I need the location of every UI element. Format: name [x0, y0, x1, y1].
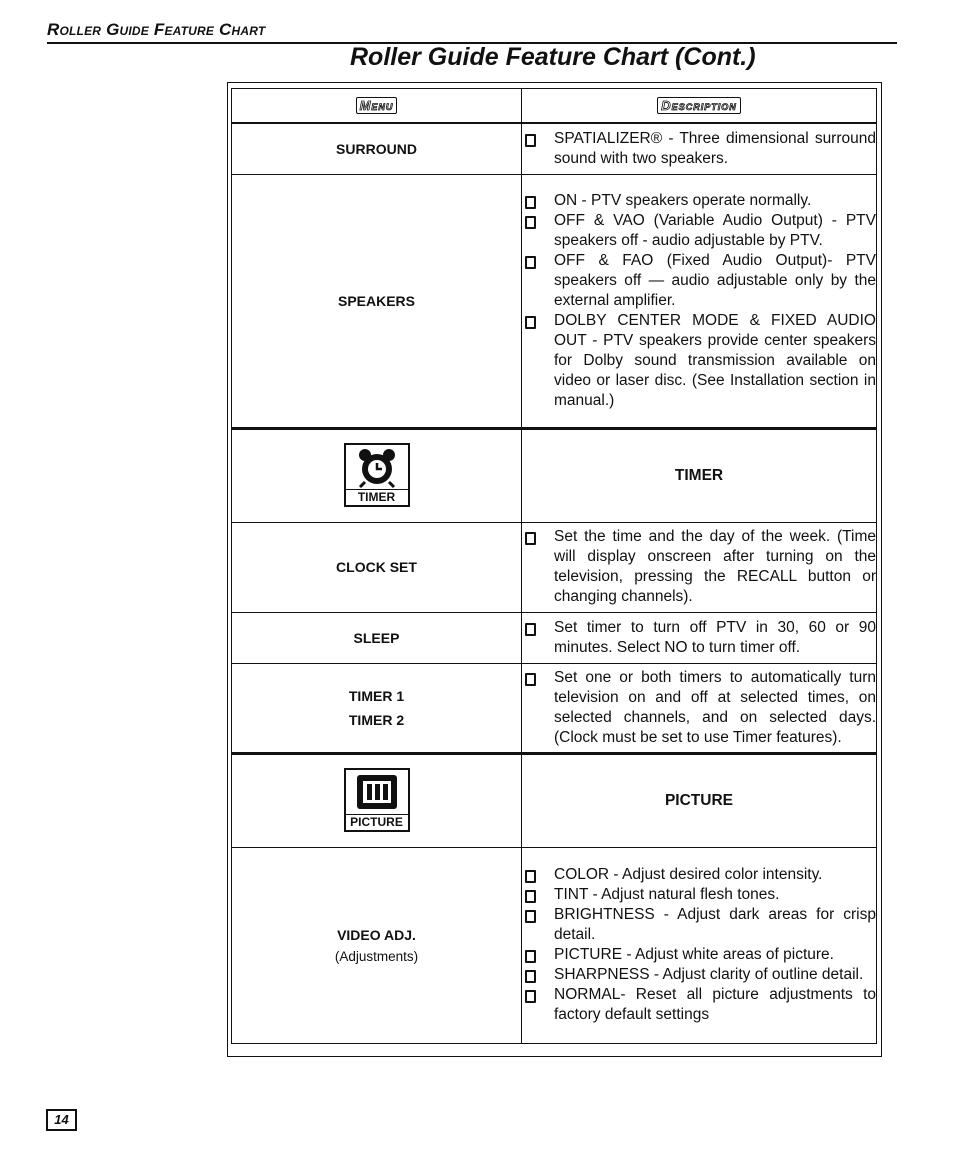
timer-icon-cell	[232, 428, 522, 522]
picture-section-title: PICTURE	[522, 753, 877, 847]
menu-surround: SURROUND	[232, 123, 522, 174]
picture-icon-cell	[232, 753, 522, 847]
feature-chart	[231, 88, 877, 1044]
bullet-item: DOLBY CENTER MODE & FIXED AUDIO OUT - PTV speakers provide center speakers for Dolby sound transmission available on video or laser disc. (See Installation section in manual.)	[522, 311, 876, 411]
timer-menu-icon	[344, 443, 410, 507]
bullet-item: Set the time and the day of the week. (Time will display onscreen after turning on the television, pressing the RECALL button or changing channels).	[522, 527, 876, 607]
menu-header-label: Menu	[356, 97, 398, 114]
desc-speakers	[522, 174, 877, 428]
row-picture-section	[232, 753, 877, 847]
row-speakers	[232, 174, 877, 428]
desc-sleep	[522, 612, 877, 663]
menu-column-header	[232, 89, 522, 124]
bullet-item: Set one or both timers to automatically turn television on and off at selected times, on selected channels, and on selected days. (Clock must be set to use Timer features).	[522, 668, 876, 748]
row-sleep	[232, 612, 877, 663]
page-number: 14	[46, 1109, 77, 1131]
bullet-item: BRIGHTNESS - Adjust dark areas for crisp detail.	[522, 905, 876, 945]
header-row	[232, 89, 877, 124]
bullet-item: NORMAL- Reset all picture adjustments to factory default settings	[522, 985, 876, 1025]
bullet-item: SHARPNESS - Adjust clarity of outline detail.	[522, 965, 876, 985]
menu-video-adj-label: VIDEO ADJ.	[337, 926, 416, 943]
menu-timers	[232, 663, 522, 753]
bullet-item: OFF & VAO (Variable Audio Output) - PTV speakers off - audio adjustable by PTV.	[522, 211, 876, 251]
desc-video-adj	[522, 847, 877, 1043]
row-video-adj	[232, 847, 877, 1043]
row-surround	[232, 123, 877, 174]
desc-timers	[522, 663, 877, 753]
menu-video-adj-sub: (Adjustments)	[334, 948, 419, 964]
description-column-header	[522, 89, 877, 124]
timer-section-title: TIMER	[522, 428, 877, 522]
bullet-item: Set timer to turn off PTV in 30, 60 or 90 minutes. Select NO to turn timer off.	[522, 618, 876, 658]
tv-screen-icon	[346, 770, 408, 814]
bullet-item: PICTURE - Adjust white areas of picture.	[522, 945, 876, 965]
row-clock-set	[232, 522, 877, 612]
desc-surround	[522, 123, 877, 174]
menu-speakers: SPEAKERS	[232, 174, 522, 428]
menu-video-adj	[232, 847, 522, 1043]
bullet-item: TINT - Adjust natural flesh tones.	[522, 885, 876, 905]
desc-clock-set	[522, 522, 877, 612]
menu-clock-set: CLOCK SET	[232, 522, 522, 612]
bullet-item: OFF & FAO (Fixed Audio Output)- PTV speakers off — audio adjustable only by the external amplifier.	[522, 251, 876, 311]
row-timer-section	[232, 428, 877, 522]
menu-sleep: SLEEP	[232, 612, 522, 663]
description-header-label: Description	[657, 97, 740, 114]
running-head: Roller Guide Feature Chart	[47, 20, 266, 39]
bullet-item: SPATIALIZER® - Three dimensional surround sound with two speakers.	[522, 129, 876, 169]
menu-timer-1: TIMER 1	[348, 687, 405, 704]
page-title: Roller Guide Feature Chart (Cont.)	[350, 43, 756, 71]
bullet-item: COLOR - Adjust desired color intensity.	[522, 865, 876, 885]
alarm-clock-icon	[346, 445, 408, 489]
bullet-item: ON - PTV speakers operate normally.	[522, 191, 876, 211]
menu-timer-2: TIMER 2	[348, 711, 405, 728]
row-timers	[232, 663, 877, 753]
picture-menu-icon	[344, 768, 410, 832]
timer-icon-caption: TIMER	[346, 489, 408, 505]
picture-icon-caption: PICTURE	[346, 814, 408, 830]
